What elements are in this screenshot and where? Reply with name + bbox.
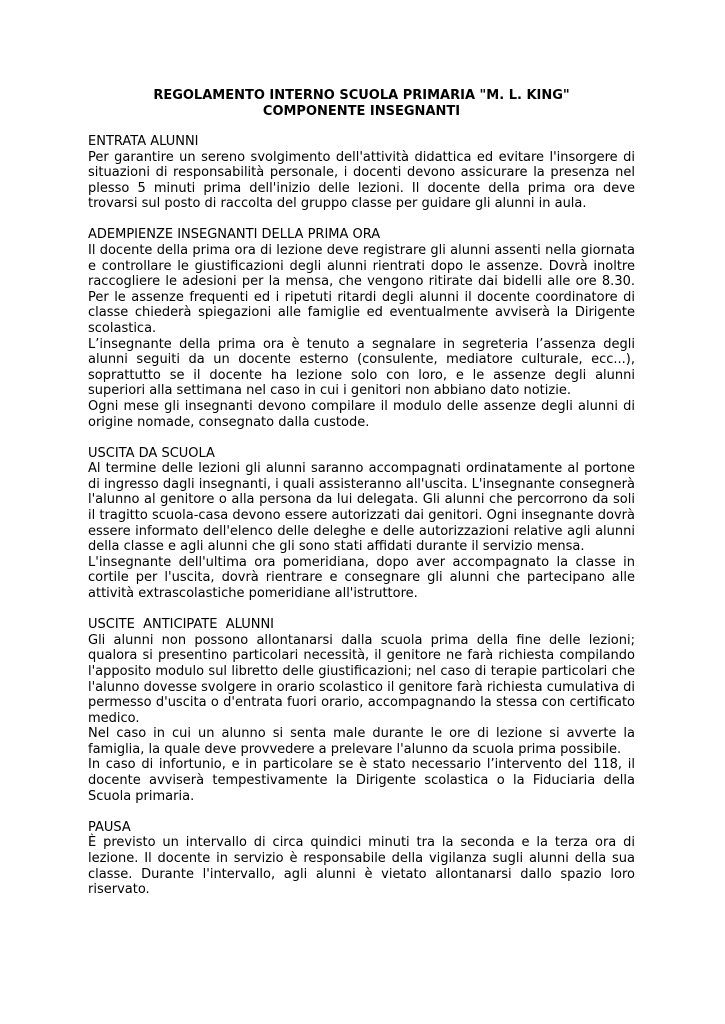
section-heading: ADEMPIENZE INSEGNANTI DELLA PRIMA ORA [88, 227, 381, 243]
title-line-1: REGOLAMENTO INTERNO SCUOLA PRIMARIA "M. L. KING" [153, 88, 570, 103]
section-uscite-anticipate [88, 617, 635, 804]
section-heading: ENTRATA ALUNNI [88, 134, 199, 149]
title-line-2: COMPONENTE INSEGNANTI [262, 103, 461, 119]
section-uscita-da-scuola [88, 446, 635, 602]
paragraph: In caso di infortunio, e in particolare se è stato necessario l’intervento del 118, il docente avviserà tempestivamente la Dirigente scolastica o la Fiduciaria della Scuola primaria. [88, 757, 635, 804]
document-title [88, 88, 635, 119]
section-heading: USCITE ANTICIPATE ALUNNI [88, 617, 274, 633]
paragraph: Il docente della prima ora di lezione deve registrare gli alunni assenti nella giornata e controllare le giustificazioni degli alunni rientrati dopo le assenze. Dovrà inoltre raccogliere le adesioni per la mensa, che vengono ritirate dai bidelli alle ore 8.30. Per le assenze frequenti ed i ripetuti ritardi degli alunni il docente coordinatore di classe chiederà spiegazioni alle famiglie ed eventualmente avviserà la Dirigente scolastica. [88, 243, 635, 337]
paragraph: L'insegnante dell'ultima ora pomeridiana, dopo aver accompagnato la classe in cortile per l'uscita, dovrà rientrare e consegnare gli alunni che partecipano alle attività extrascolastiche pomeridiane all'istruttore. [88, 554, 635, 602]
section-heading: PAUSA [88, 819, 131, 835]
document-page [88, 88, 635, 913]
section-entrata-alunni [88, 134, 635, 212]
paragraph: Gli alunni non possono allontanarsi dalla scuola prima della fine delle lezioni; qualora si presentino particolari necessità, il genitore ne farà richiesta compilando l'apposito modulo sul libretto delle giustificazioni; nel caso di terapie particolari che l'alunno dovesse svolgere in orario scolastico il genitore farà richiesta cumulativa di permesso d'uscita o d'entrata fuori orario, accompagnando la stessa con certificato medico. [88, 632, 635, 726]
paragraph: Al termine delle lezioni gli alunni saranno accompagnati ordinatamente al portone di ingresso dagli insegnanti, i quali assisteranno all'uscita. L'insegnante consegnerà l'alunno al genitore o alla persona da lui delegata. Gli alunni che percorrono da soli il tragitto scuola-casa devono essere autorizzati dai genitori. Ogni insegnante dovrà essere informato dell'elenco delle deleghe e delle autorizzazioni relative agli alunni della classe e agli alunni che gli sono stati affidati durante il servizio mensa. [88, 461, 635, 555]
paragraph: È previsto un intervallo di circa quindici minuti tra la seconda e la terza ora di lezione. Il docente in servizio è responsabile della vigilanza sugli alunni della sua classe. Durante l'intervallo, agli alunni è vietato allontanarsi dallo spazio loro riservato. [88, 835, 635, 898]
paragraph: Per garantire un sereno svolgimento dell'attività didattica ed evitare l'insorgere di situazioni di responsabilità personale, i docenti devono assicurare la presenza nel plesso 5 minuti prima dell'inizio delle lezioni. Il docente della prima ora deve trovarsi sul posto di raccolta del gruppo classe per guidare gli alunni in aula. [88, 149, 635, 212]
paragraph: Nel caso in cui un alunno si senta male durante le ore di lezione si avverte la famiglia, la quale deve provvedere a prelevare l'alunno da scuola prima possibile. [88, 726, 635, 757]
section-heading: USCITA DA SCUOLA [88, 445, 215, 461]
paragraph: L’insegnante della prima ora è tenuto a segnalare in segreteria l’assenza degli alunni seguiti da un docente esterno (consulente, mediatore culturale, ecc...), soprattutto se il docente ha lezione solo con loro, e le assenze degli alunni superiori alla settimana nel caso in cui i genitori non abbiano dato notizie. [88, 336, 635, 399]
section-pausa [88, 820, 635, 898]
section-adempienze-prima-ora [88, 227, 635, 430]
paragraph: Ogni mese gli insegnanti devono compilare il modulo delle assenze degli alunni di origine nomade, consegnato dalla custode. [88, 399, 635, 430]
